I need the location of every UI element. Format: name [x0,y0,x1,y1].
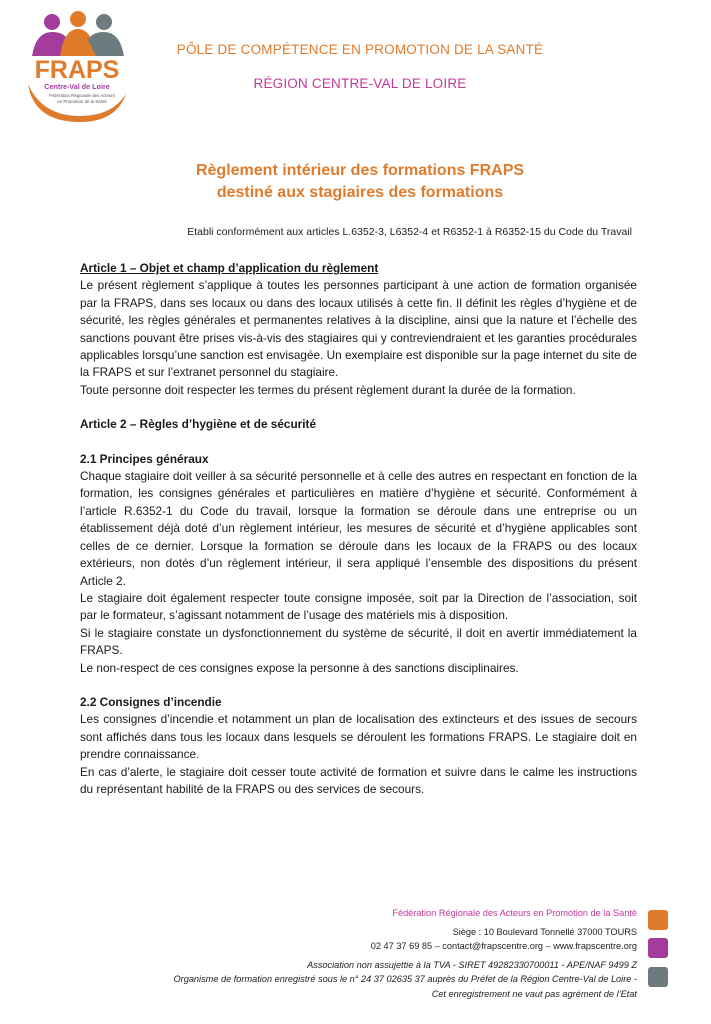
article-1-paragraph-2: Toute personne doit respecter les termes du présent règlement durant la durée de la formation. [80,382,576,397]
logo-wordmark: FRAPS [34,56,120,84]
section-2-1-heading: 2.1 Principes généraux [80,451,209,466]
footer-legal-1: Association non assujettie à la TVA - SIRET 49282330700011 - APE/NAF 9499 Z [307,959,637,970]
article-1-heading: Article 1 – Objet et champ d’application du règlement [80,261,379,275]
page-footer [120,906,637,1001]
logo-region: Centre-Val de Loire [44,82,110,91]
fraps-logo [24,10,130,126]
footer-address: Siège : 10 Boulevard Tonnellé 37000 TOURS [452,926,637,937]
title-line-1: Règlement intérieur des formations FRAPS [195,162,525,179]
footer-orange-square [648,910,668,930]
footer-legal-3: Cet enregistrement ne vaut pas agrément de l’Etat [431,988,637,999]
document-body [80,260,637,798]
logo-tagline-1: Fédération Régionale des Acteurs [48,93,116,98]
article-1-paragraph-1: Le présent règlement s’applique à toutes les personnes participant à une action de formation organisée par la FRAPS, dans ses locaux ou dans des locaux utilisés à cette fin. Il définit les règles d’hygiène et de sécurité, les règles générales et permanentes relatives à la discipline, ainsi que la nature et l’échelle des sanctions pouvant être prises vis-à-vis des stagiaires qui y contreviendraient et les garanties procédurales applicables lorsqu’une sanction est envisagée. Un exemplaire est disponible sur la page internet du site de la FRAPS et sur l’extranet personnel du stagiaire. [80,278,637,380]
section-2-2-paragraph-1: Les consignes d’incendie et notamment un plan de localisation des extincteurs et des issues de secours sont affichés dans tous les locaux dans lesquels se déroulent les formations FRAPS. Le stagiaire doit en prendre connaissance. [80,712,637,762]
section-2-1-paragraph-2: Le stagiaire doit également respecter toute consigne imposée, soit par la Direction de l’association, soit par le formateur, s’agissant notamment de l’usage des matériels mis à disposition. [80,590,637,623]
section-2-2-paragraph-2: En cas d’alerte, le stagiaire doit cesser toute activité de formation et suivre dans le calme les instructions du représentant habilité de la FRAPS ou des services de secours. [80,764,637,796]
section-2-1-paragraph-4: Le non-respect de ces consignes expose la personne à des sanctions disciplinaires. [80,660,519,675]
section-2-1-paragraph-3: Si le stagiaire constate un dysfonctionnement du système de sécurité, il doit en avertir immédiatement la FRAPS. [80,625,637,658]
title-line-2: destiné aux stagiaires des formations [216,184,504,201]
article-2-heading: Article 2 – Règles d’hygiène et de sécurité [80,417,317,432]
footer-contact: 02 47 37 69 85 – contact@frapscentre.org – www.frapscentre.org [370,941,637,951]
footer-organisation: Fédération Régionale des Acteurs en Promotion de la Santé [392,908,637,918]
header-pole: PÔLE DE COMPÉTENCE EN PROMOTION DE LA SANTÉ [176,42,544,57]
header-region: RÉGION CENTRE-VAL DE LOIRE [253,76,467,91]
logo-tagline-2: en Promotion de la Santé [57,99,107,104]
section-2-1-paragraph-1: Chaque stagiaire doit veiller à sa sécurité personnelle et à celle des autres en respectant en fonction de la formation, les consignes générales et particulières en matière d’hygiène et sécurité. Conformément à l’article R.6352-1 du Code du travail, lorsque la formation se déroule dans une entreprise ou un établissement déjà doté d’un règlement intérieur, les mesures de sécurité et d’hygiène applicables sont celles de ce dernier. Lorsque la formation se déroule dans les locaux de la FRAPS ou des locaux extérieurs, non dotés d’un règlement intérieur, il sera appliqué l’ensemble des dispositions du présent Article 2. [80,469,637,588]
section-2-2-heading: 2.2 Consignes d’incendie [80,694,222,709]
footer-grey-square [648,967,668,987]
footer-legal-2: Organisme de formation enregistré sous le n° 24 37 02635 37 auprès du Préfet de la Région Centre-Val de Loire - [173,974,637,984]
legal-basis: Etabli conformément aux articles L.6352-3, L6352-4 et R6352-1 à R6352-15 du Code du Travail [187,226,632,238]
footer-purple-square [648,938,668,958]
document-title [60,160,660,204]
